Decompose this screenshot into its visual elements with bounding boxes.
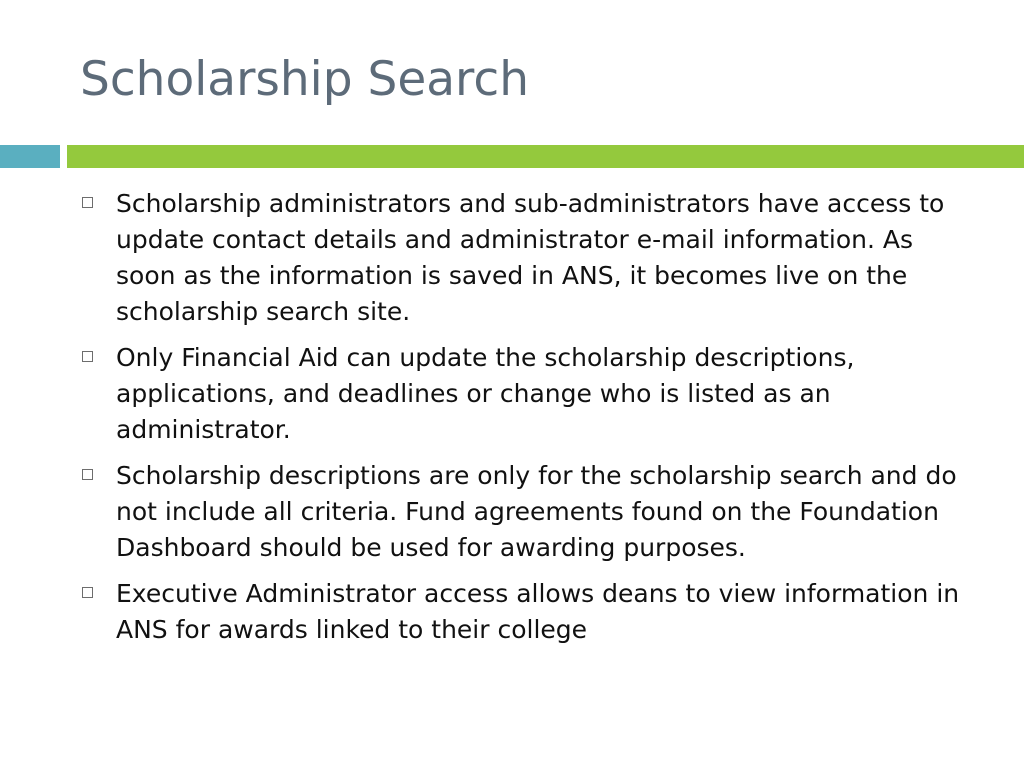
accent-bar-teal bbox=[0, 145, 60, 168]
square-bullet-icon bbox=[82, 469, 93, 480]
bullet-text: Only Financial Aid can update the scholarship descriptions, applications, and deadlines or change who is listed as an administrator. bbox=[116, 343, 855, 444]
bullet-text: Executive Administrator access allows deans to view information in ANS for awards linked to their college bbox=[116, 579, 960, 644]
bullet-item bbox=[80, 458, 980, 566]
bullet-item bbox=[80, 340, 980, 448]
bullet-list bbox=[80, 186, 980, 658]
accent-bar-green bbox=[67, 145, 1024, 168]
bullet-text: Scholarship descriptions are only for the scholarship search and do not include all criteria. Fund agreements found on the Foundation Dashboard should be used for awarding purposes. bbox=[116, 461, 957, 562]
bullet-item bbox=[80, 186, 980, 330]
square-bullet-icon bbox=[82, 351, 93, 362]
square-bullet-icon bbox=[82, 197, 93, 208]
slide-title: Scholarship Search bbox=[80, 52, 529, 107]
bullet-text: Scholarship administrators and sub-administrators have access to update contact details and administrator e-mail information. As soon as the information is saved in ANS, it becomes live on the scholarship search site. bbox=[116, 189, 945, 326]
square-bullet-icon bbox=[82, 587, 93, 598]
bullet-item bbox=[80, 576, 980, 648]
